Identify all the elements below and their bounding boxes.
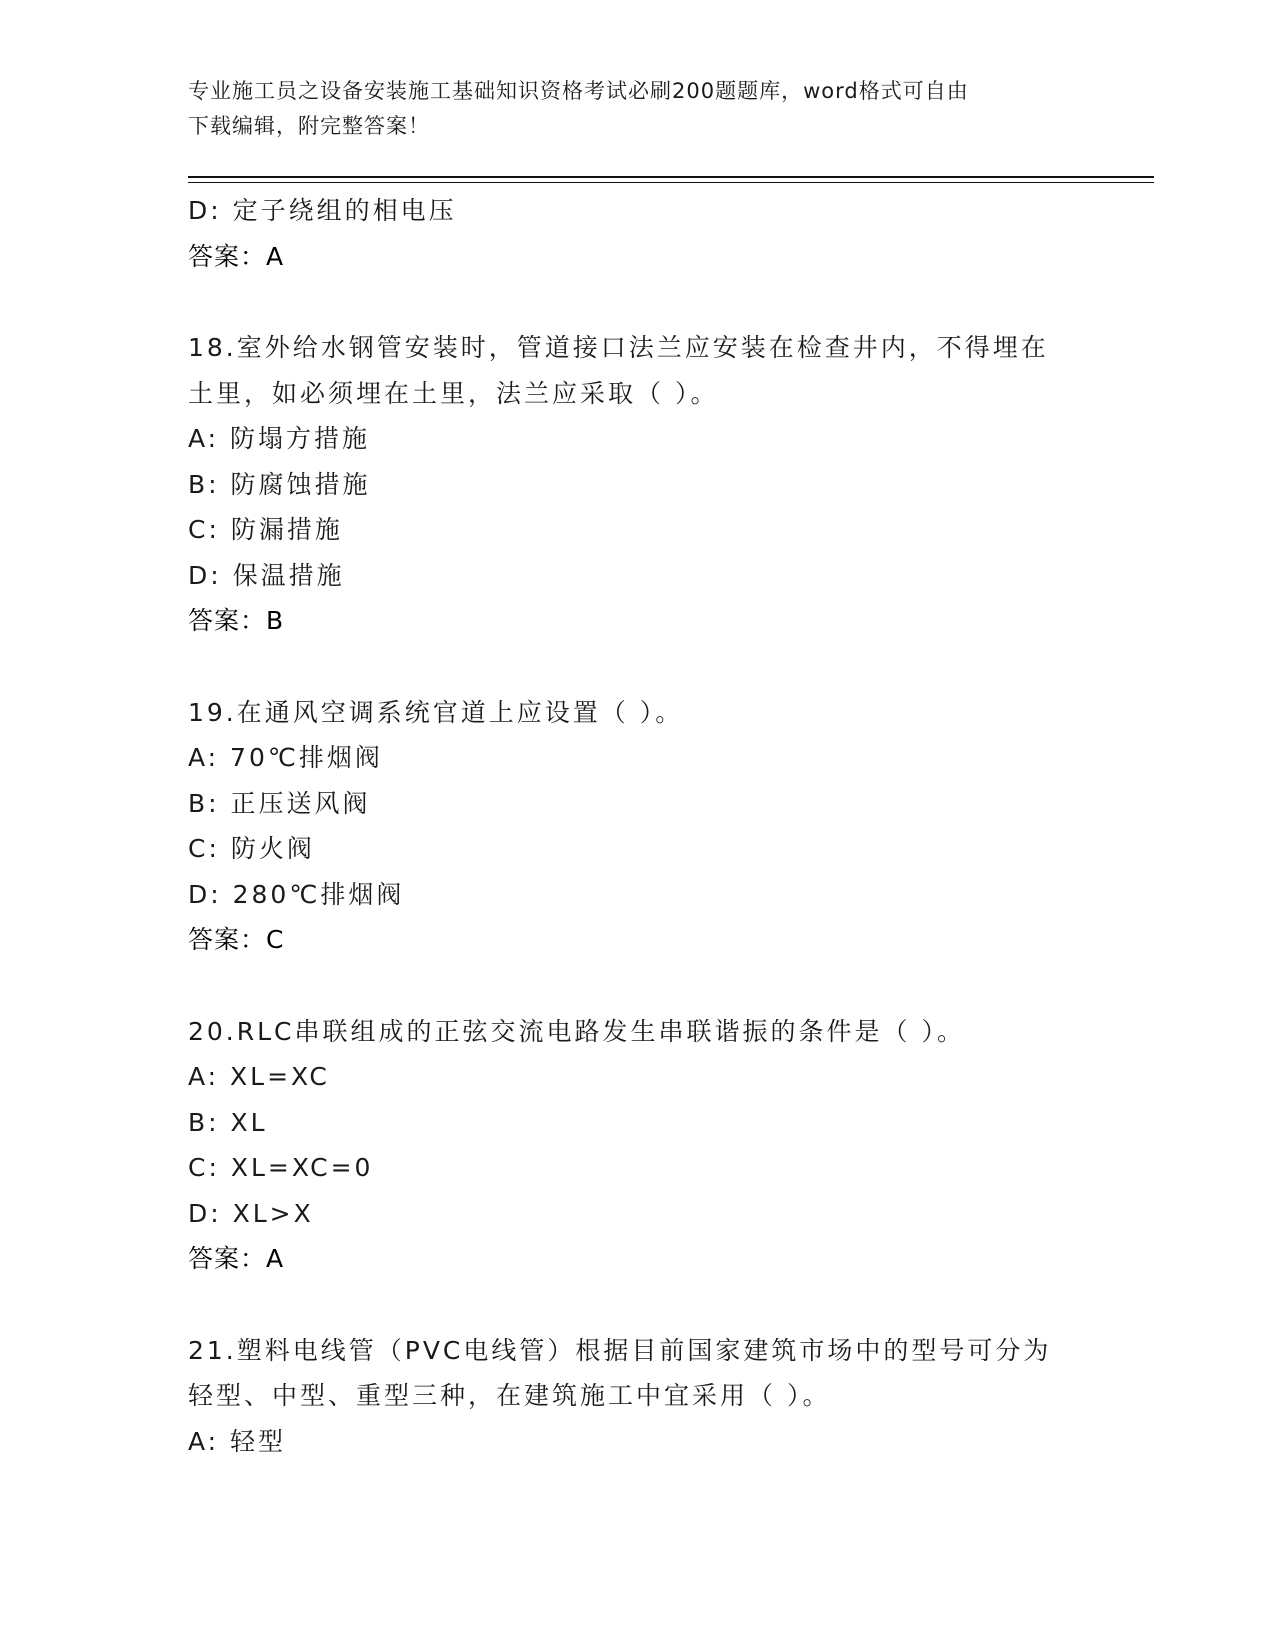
document-header xyxy=(188,74,1068,144)
spacer xyxy=(188,279,1088,325)
header-line-1: 专业施工员之设备安装施工基础知识资格考试必刷200题题库，word格式可自由 xyxy=(188,79,969,103)
option-d: D: XL>X xyxy=(188,1198,314,1228)
question-stem: 20.RLC串联组成的正弦交流电路发生串联谐振的条件是（ ）。 xyxy=(188,1016,965,1046)
question-stem-continued: 土里，如必须埋在土里，法兰应采取（ ）。 xyxy=(188,378,719,408)
option-a: A: XL=XC xyxy=(188,1062,330,1091)
question-block-19 xyxy=(188,690,1088,963)
answer-line: 答案：B xyxy=(188,606,285,635)
option-d: D: 定子绕组的相电压 xyxy=(188,196,457,225)
option-b: B: 正压送风阀 xyxy=(188,788,371,818)
question-stem: 21.塑料电线管（PVC电线管）根据目前国家建筑市场中的型号可分为 xyxy=(188,1335,1052,1365)
answer-line: 答案：A xyxy=(188,1244,285,1273)
option-a: A: 70℃排烟阀 xyxy=(188,743,383,772)
spacer xyxy=(188,963,1088,1009)
header-line-2: 下载编辑，附完整答案！ xyxy=(188,114,430,138)
spacer xyxy=(188,1282,1088,1328)
question-stem: 18.室外给水钢管安装时，管道接口法兰应安装在检查井内，不得埋在 xyxy=(188,333,1049,362)
question-stem-continued: 轻型、中型、重型三种，在建筑施工中宜采用（ ）。 xyxy=(188,1381,831,1410)
header-divider-thick xyxy=(188,176,1154,178)
option-c: C: XL=XC=0 xyxy=(188,1153,374,1182)
option-d: D: 280℃排烟阀 xyxy=(188,879,405,909)
option-b: B: 防腐蚀措施 xyxy=(188,469,371,499)
option-a: A: 防塌方措施 xyxy=(188,424,371,453)
question-stem: 19.在通风空调系统官道上应设置（ ）。 xyxy=(188,697,684,727)
question-block-17-tail xyxy=(188,188,1088,279)
option-a: A: 轻型 xyxy=(188,1426,287,1456)
header-divider-thin xyxy=(188,182,1154,183)
question-block-21 xyxy=(188,1328,1088,1465)
spacer xyxy=(188,644,1088,690)
option-d: D: 保温措施 xyxy=(188,560,345,590)
option-c: C: 防火阀 xyxy=(188,834,315,863)
option-c: C: 防漏措施 xyxy=(188,515,343,544)
answer-line: 答案：C xyxy=(188,925,285,954)
document-body xyxy=(188,188,1088,1464)
question-block-20 xyxy=(188,1009,1088,1282)
option-b: B: XL xyxy=(188,1107,268,1137)
question-block-18 xyxy=(188,325,1088,644)
answer-line: 答案：A xyxy=(188,241,285,271)
